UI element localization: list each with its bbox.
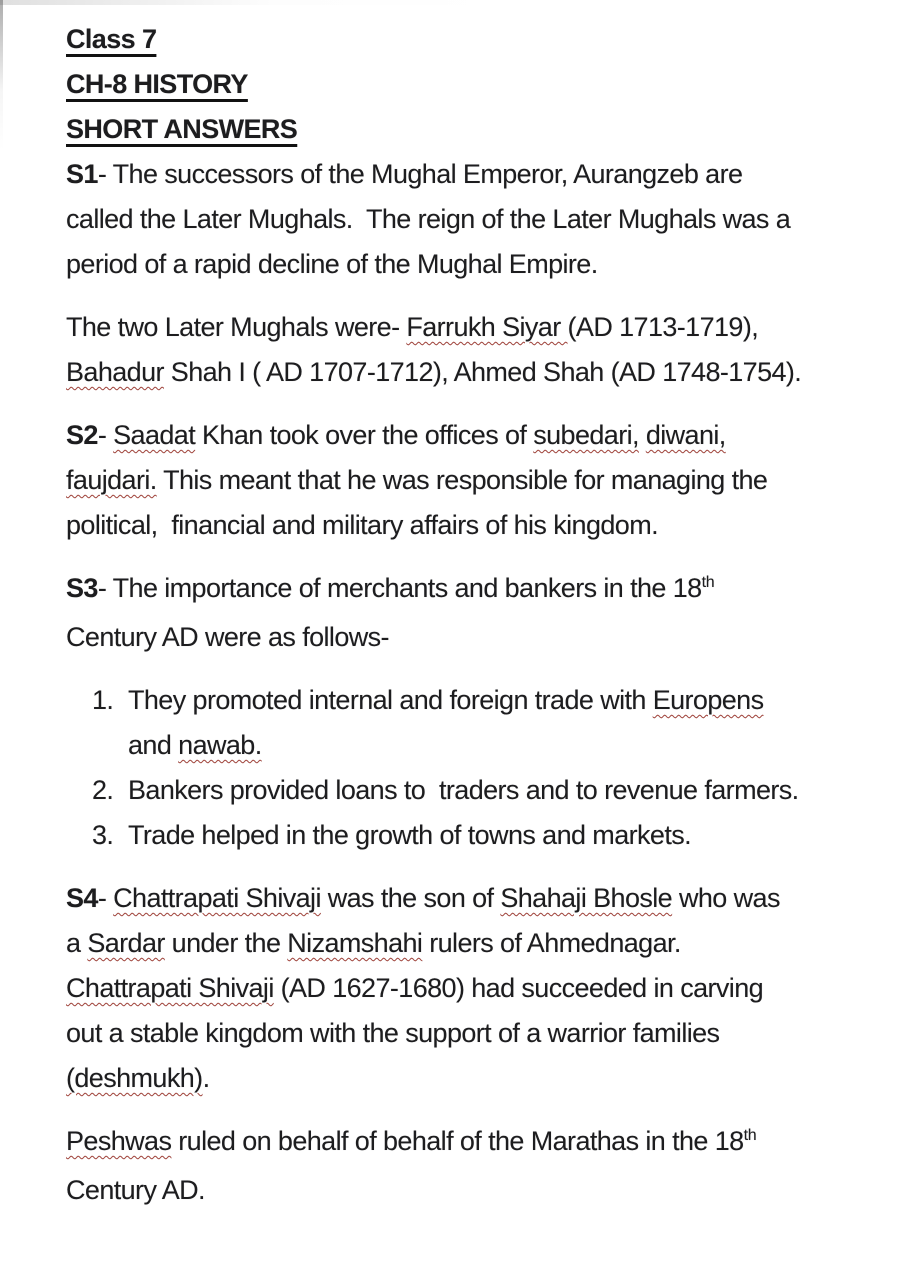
list-item-text [128, 813, 845, 858]
misspelled-word: Nizamshahi [287, 928, 423, 958]
misspelled-word: nawab. [178, 730, 262, 760]
text-line [66, 305, 845, 350]
misspelled-word: subedari, [533, 420, 639, 450]
text-segment: and [128, 730, 179, 760]
text-line [66, 566, 845, 615]
text-segment: S3 [66, 573, 98, 603]
text-line [66, 350, 845, 395]
text-segment: a [66, 928, 88, 958]
text-segment: - [97, 420, 114, 450]
text-segment: Trade helped in the growth of towns and markets. [128, 820, 692, 850]
text-segment: who was [672, 883, 780, 913]
text-segment: called the Later Mughals. The reign of the Later Mughals was a [66, 204, 791, 234]
list-number: 2. [92, 775, 114, 805]
heading-text: SHORT ANSWERS [66, 114, 298, 144]
text-segment: S2 [66, 420, 98, 450]
text-line [66, 242, 845, 287]
heading [66, 62, 845, 107]
text-segment: - The successors of the Mughal Emperor, Aurangzeb are [97, 159, 743, 189]
text-line [66, 615, 845, 660]
misspelled-word: Europens [652, 685, 764, 715]
list-number: 3. [92, 820, 114, 850]
text-segment: period of a rapid decline of the Mughal Empire. [66, 249, 598, 279]
paragraph [66, 1119, 845, 1213]
numbered-list [66, 678, 845, 858]
text-segment: Century AD. [66, 1175, 205, 1205]
text-segment: Bankers provided loans to traders and to revenue farmers. [128, 775, 799, 805]
text-segment: S1 [66, 159, 98, 189]
text-segment [639, 420, 646, 450]
heading [66, 17, 845, 62]
text-line [66, 107, 845, 152]
text-segment: ruled on behalf of behalf of the Marathas in the 18 [171, 1126, 744, 1156]
superscript-text: th [743, 1127, 757, 1144]
list-item [66, 813, 845, 858]
text-line [66, 1056, 845, 1101]
text-line [128, 723, 845, 768]
text-segment: They promoted internal and foreign trade with [128, 685, 653, 715]
text-line [66, 1011, 845, 1056]
list-item [66, 768, 845, 813]
text-segment: - [97, 883, 114, 913]
text-segment: This meant that he was responsible for managing the [156, 465, 768, 495]
heading-text: Class 7 [66, 24, 157, 54]
text-segment: Khan took over the offices of [195, 420, 534, 450]
paragraph [66, 413, 845, 548]
text-segment: S4 [66, 883, 98, 913]
misspelled-word: faujdari. [66, 465, 157, 495]
misspelled-word: Saadat [113, 420, 196, 450]
text-segment: Century AD were as follows- [66, 622, 389, 652]
list-item [66, 678, 845, 768]
misspelled-word: (deshmukh) [66, 1063, 203, 1093]
text-line [66, 966, 845, 1011]
misspelled-word: Chattrapati Shivaji [113, 883, 321, 913]
text-line [66, 458, 845, 503]
list-number: 1. [92, 685, 114, 715]
text-line [66, 876, 845, 921]
superscript-text: th [701, 574, 715, 591]
text-line [66, 503, 845, 548]
text-segment: The two Later Mughals were- [66, 312, 407, 342]
misspelled-word: Shahaji Bhosle [500, 883, 673, 913]
text-segment: - The importance of merchants and bankers in the 18 [97, 573, 702, 603]
text-line [66, 921, 845, 966]
text-line [66, 152, 845, 197]
text-segment: (AD 1627-1680) had succeeded in carving [273, 973, 764, 1003]
paragraph [66, 152, 845, 287]
text-segment: out a stable kingdom with the support of a warrior families [66, 1018, 720, 1048]
misspelled-word: Sardar [87, 928, 165, 958]
text-segment: (AD 1713-1719), [567, 312, 759, 342]
text-line [66, 62, 845, 107]
misspelled-word: Peshwas [66, 1126, 172, 1156]
misspelled-word: Chattrapati Shivaji [66, 973, 274, 1003]
heading-text: CH-8 HISTORY [66, 69, 248, 99]
paragraph [66, 305, 845, 395]
misspelled-word: Bahadur [66, 357, 164, 387]
list-item-text [128, 678, 845, 768]
text-line [128, 768, 845, 813]
paragraph [66, 876, 845, 1101]
text-line [66, 197, 845, 242]
list-item-text [128, 768, 845, 813]
heading [66, 107, 845, 152]
text-segment: under the [164, 928, 288, 958]
paragraph [66, 566, 845, 660]
text-line [66, 1119, 845, 1168]
text-segment: Shah I ( AD 1707-1712), Ahmed Shah (AD 1748-1754). [163, 357, 802, 387]
text-line [128, 813, 845, 858]
misspelled-word: diwani, [645, 420, 726, 450]
text-segment: . [202, 1063, 210, 1093]
text-line [66, 1168, 845, 1213]
text-segment: rulers of Ahmednagar. [422, 928, 681, 958]
text-segment: political, financial and military affairs of his kingdom. [66, 510, 658, 540]
text-segment: was the son of [320, 883, 501, 913]
text-line [66, 17, 845, 62]
text-line [128, 678, 845, 723]
text-line [66, 413, 845, 458]
misspelled-word: Farrukh Siyar [406, 312, 568, 342]
